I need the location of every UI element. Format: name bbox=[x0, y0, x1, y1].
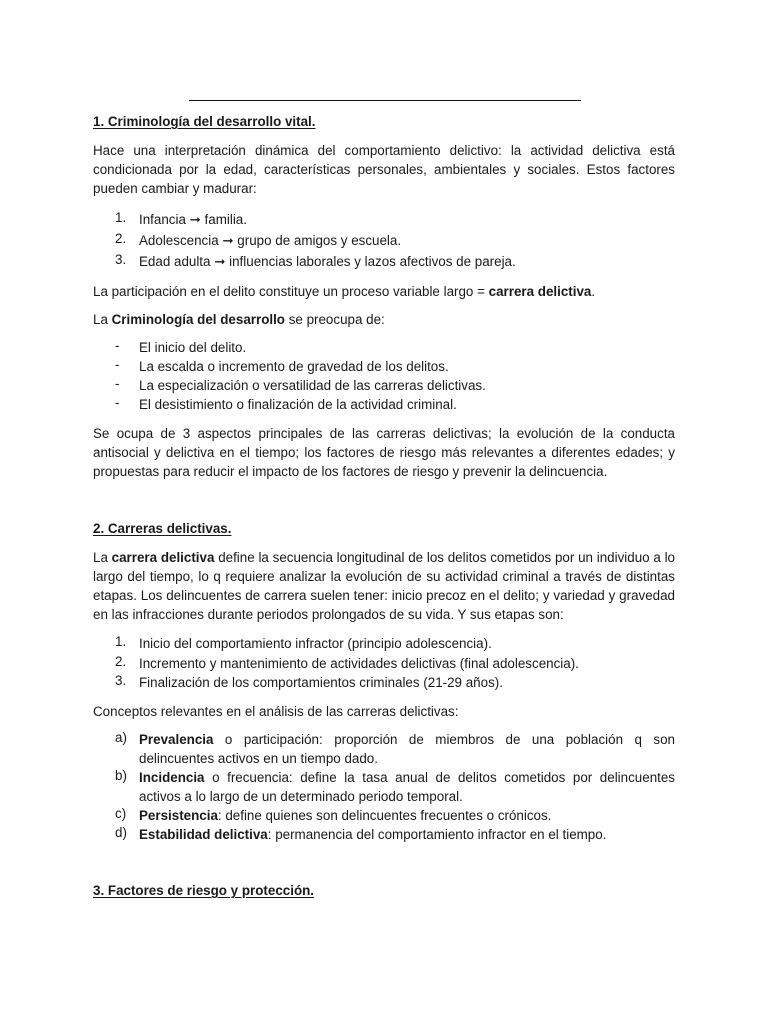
text-run: . bbox=[591, 284, 596, 299]
concepts-list bbox=[93, 730, 675, 844]
text-run: define la secuencia longitudinal de los delitos cometidos por un individuo a lo largo del tiempo, lo q requiere analizar la evolución de su actividad criminal a través de distintas etapas. Los delincuentes de carrera suelen tener: inicio precoz en el delito; y variedad y gravedad en las infracciones durante periodos prolongados de su vida. Y sus etapas son: bbox=[93, 550, 675, 622]
bold-term: Incidencia bbox=[139, 770, 205, 785]
section-3-heading: 3. Factores de riesgo y protección. bbox=[93, 883, 315, 898]
text-run: La bbox=[93, 312, 112, 327]
list-item bbox=[93, 806, 675, 825]
list-marker: - bbox=[115, 357, 120, 372]
list-text: Finalización de los comportamientos criminales (21-29 años). bbox=[139, 675, 503, 690]
list-item bbox=[93, 210, 675, 231]
list-text bbox=[139, 768, 675, 806]
list-item bbox=[93, 634, 675, 654]
list-text: La escalda o incremento de gravedad de los delitos. bbox=[139, 359, 449, 374]
section-2-heading: 2. Carreras delictivas. bbox=[93, 521, 232, 536]
bold-term: Persistencia bbox=[139, 808, 218, 823]
list-text: Infancia ➞ familia. bbox=[139, 212, 247, 227]
list-marker: 2. bbox=[115, 653, 127, 669]
bold-term: Prevalencia bbox=[139, 732, 214, 747]
list-item bbox=[93, 252, 675, 273]
list-marker: a) bbox=[115, 730, 127, 745]
section-1-heading: 1. Criminología del desarrollo vital. bbox=[93, 114, 316, 129]
list-item bbox=[93, 768, 675, 806]
bold-term: Estabilidad delictiva bbox=[139, 827, 268, 842]
list-text: Incremento y mantenimiento de actividades delictivas (final adolescencia). bbox=[139, 655, 579, 671]
bold-term: Criminología del desarrollo bbox=[111, 312, 285, 327]
list-item bbox=[93, 357, 675, 376]
concepts-intro: Conceptos relevantes en el análisis de las carreras delictivas: bbox=[93, 704, 459, 719]
text-run: o participación: proporción de miembros de una población q son delincuentes activos en un tiempo dado. bbox=[139, 732, 675, 766]
list-item bbox=[93, 825, 675, 844]
list-marker: d) bbox=[115, 825, 127, 840]
list-text: Adolescencia ➞ grupo de amigos y escuela. bbox=[139, 233, 402, 248]
list-text: El desistimiento o finalización de la actividad criminal. bbox=[139, 397, 457, 412]
concerns-list bbox=[93, 338, 675, 414]
participation-sentence bbox=[93, 282, 675, 301]
text-run: La participación en el delito constituye un proceso variable largo = bbox=[93, 284, 489, 299]
career-stages-list bbox=[93, 634, 675, 693]
section-1-intro: Hace una interpretación dinámica del comportamiento delictivo: la actividad delictiva está condicionada por la edad, características personales, ambientales y sociales. Estos factores pueden cambiar y madurar: bbox=[93, 143, 675, 196]
list-marker: 3. bbox=[115, 252, 127, 267]
list-text: Inicio del comportamiento infractor (principio adolescencia). bbox=[139, 636, 492, 651]
list-text bbox=[139, 825, 675, 844]
list-text bbox=[139, 806, 675, 825]
list-item bbox=[93, 730, 675, 768]
text-run: se preocupa de: bbox=[285, 312, 385, 327]
bold-term: carrera delictiva bbox=[488, 284, 592, 299]
list-marker: 2. bbox=[115, 231, 127, 246]
list-marker: 3. bbox=[115, 673, 127, 688]
list-marker: 1. bbox=[115, 210, 127, 225]
list-text bbox=[139, 730, 675, 768]
list-marker: - bbox=[115, 376, 120, 391]
list-item bbox=[93, 376, 675, 395]
list-text: El inicio del delito. bbox=[139, 340, 247, 355]
aspects-paragraph: Se ocupa de 3 aspectos principales de las carreras delictivas; la evolución de la conducta antisocial y delictiva en el tiempo; los factores de riesgo más relevantes a diferentes edades; y propuestas para reducir el impacto de los factores de riesgo y prevenir la delincuencia. bbox=[93, 426, 675, 479]
list-marker: b) bbox=[115, 768, 127, 783]
list-text: Edad adulta ➞ influencias laborales y lazos afectivos de pareja. bbox=[139, 254, 516, 269]
list-marker: - bbox=[115, 395, 120, 410]
text-run: o frecuencia: define la tasa anual de delitos cometidos por delincuentes activos a lo largo de un determinado periodo temporal. bbox=[139, 770, 675, 804]
concern-sentence bbox=[93, 310, 675, 329]
list-marker: 1. bbox=[115, 634, 127, 649]
list-marker: - bbox=[115, 338, 120, 353]
text-run: : define quienes son delincuentes frecuentes o crónicos. bbox=[217, 808, 552, 823]
list-item bbox=[93, 395, 675, 414]
list-item bbox=[93, 338, 675, 357]
header-rule bbox=[189, 100, 581, 101]
text-run: : permanencia del comportamiento infractor en el tiempo. bbox=[267, 827, 607, 842]
text-run: La bbox=[93, 550, 112, 565]
list-item bbox=[93, 231, 675, 252]
career-definition bbox=[93, 548, 675, 624]
list-item bbox=[93, 654, 675, 674]
list-text: La especialización o versatilidad de las carreras delictivas. bbox=[139, 378, 486, 393]
life-stages-list bbox=[93, 210, 675, 273]
bold-term: carrera delictiva bbox=[111, 550, 215, 565]
list-marker: c) bbox=[115, 806, 127, 821]
list-item bbox=[93, 673, 675, 693]
